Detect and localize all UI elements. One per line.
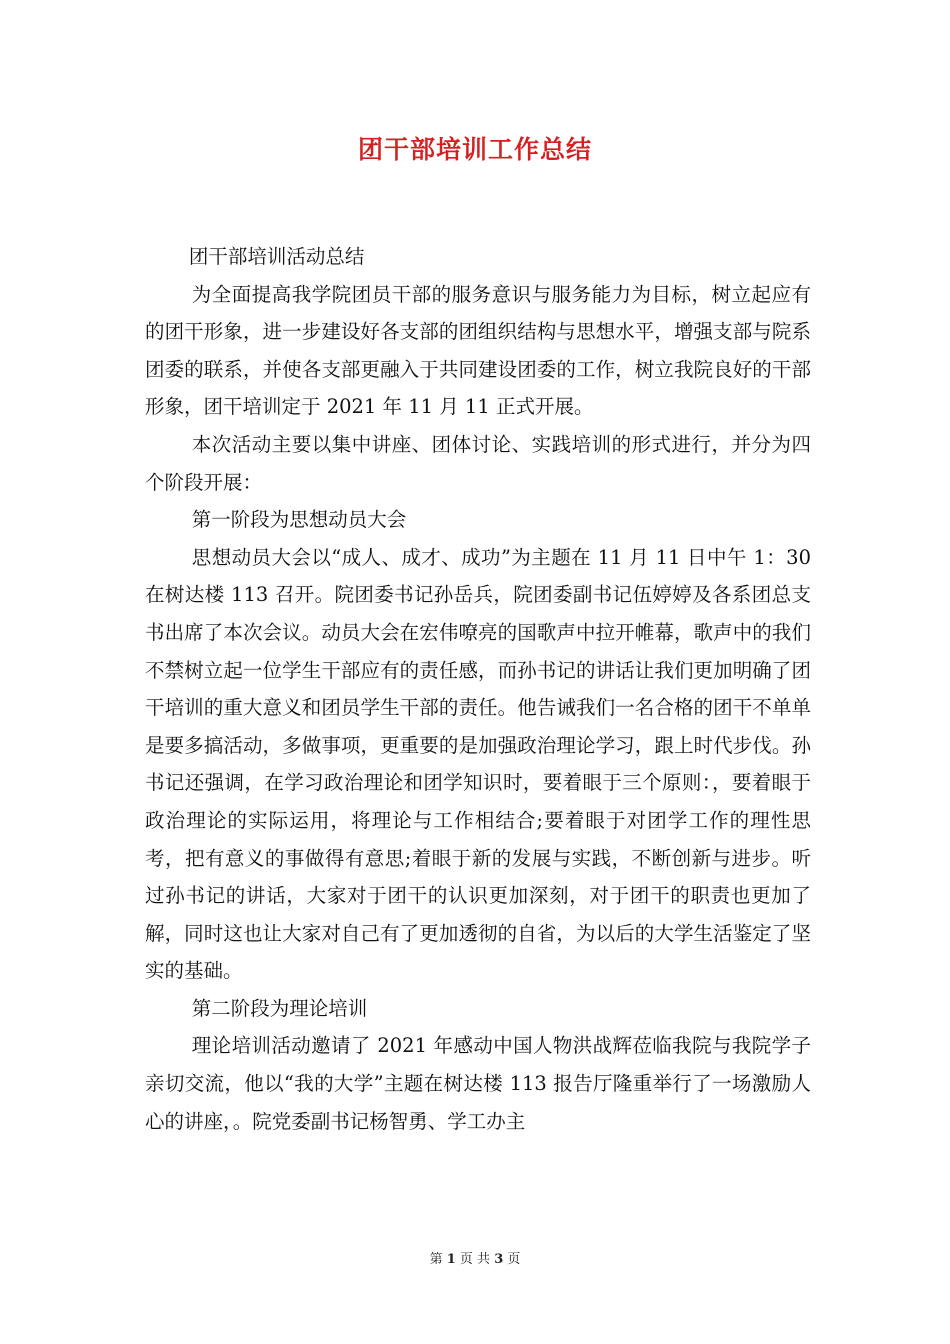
subtitle-paragraph: 团干部培训活动总结 [188, 245, 365, 268]
footer-prefix: 第 [429, 1252, 443, 1267]
footer-middle: 页 共 [459, 1252, 491, 1267]
section-heading: 第二阶段为理论培训 [191, 996, 368, 1020]
body-paragraph: 思想动员大会以“成人、成才、成功”为主题在 11 月 11 日中午 1：30 在树达楼 113 召开。院团委书记孙岳兵，院团委副书记伍婷婷及各系团总支书出席了本次会议。动员大会在宏伟嘹亮的国歌声中拉开帷幕，歌声中的我们不禁树立起一位学生干部应有的责任感，而孙书记的讲话让我们更加明确了团干培训的重大意义和团员学生干部的责任。他告诫我们一名合格的团干不单单是要多搞活动，多做事项，更重要的是加强政治理论学习，跟上时代步伐。孙书记还强调，在学习政治理论和团学知识时，要着眼于三个原则：，要着眼于政治理论的实际运用，将理论与工作相结合;要着眼于对团学工作的理性思考，把有意义的事做得有意思;着眼于新的发展与实践，不断创新与进步。听过孙书记的讲话，大家对于团干的认识更加深刻，对于团干的职责也更加了解，同时这也让大家对自己有了更加透彻的自省，为以后的大学生活鉴定了坚实的基础。 [145, 545, 811, 983]
footer-page-number: 1 [446, 1252, 456, 1267]
document-body [145, 238, 811, 1140]
section-heading: 第一阶段为思想动员大会 [191, 508, 407, 532]
page-footer [0, 1248, 950, 1267]
document-title: 团干部培训工作总结 [357, 135, 592, 164]
body-paragraph: 本次活动主要以集中讲座、团体讨论、实践培训的形式进行，并分为四个阶段开展： [145, 432, 811, 494]
footer-suffix: 页 [507, 1252, 521, 1267]
footer-total-pages: 3 [494, 1252, 504, 1267]
body-paragraph: 理论培训活动邀请了 2021 年感动中国人物洪战辉莅临我院与我院学子亲切交流，他以“我的大学”主题在树达楼 113 报告厅隆重举行了一场激励人心的讲座，。院党委副书记杨智勇、学工办主 [145, 1034, 811, 1133]
body-paragraph: 为全面提高我学院团员干部的服务意识与服务能力为目标，树立起应有的团干形象，进一步建设好各支部的团组织结构与思想水平，增强支部与院系团委的联系，并使各支部更融入于共同建设团委的工作，树立我院良好的干部形象，团干培训定于 2021 年 11 月 11 正式开展。 [145, 282, 811, 419]
